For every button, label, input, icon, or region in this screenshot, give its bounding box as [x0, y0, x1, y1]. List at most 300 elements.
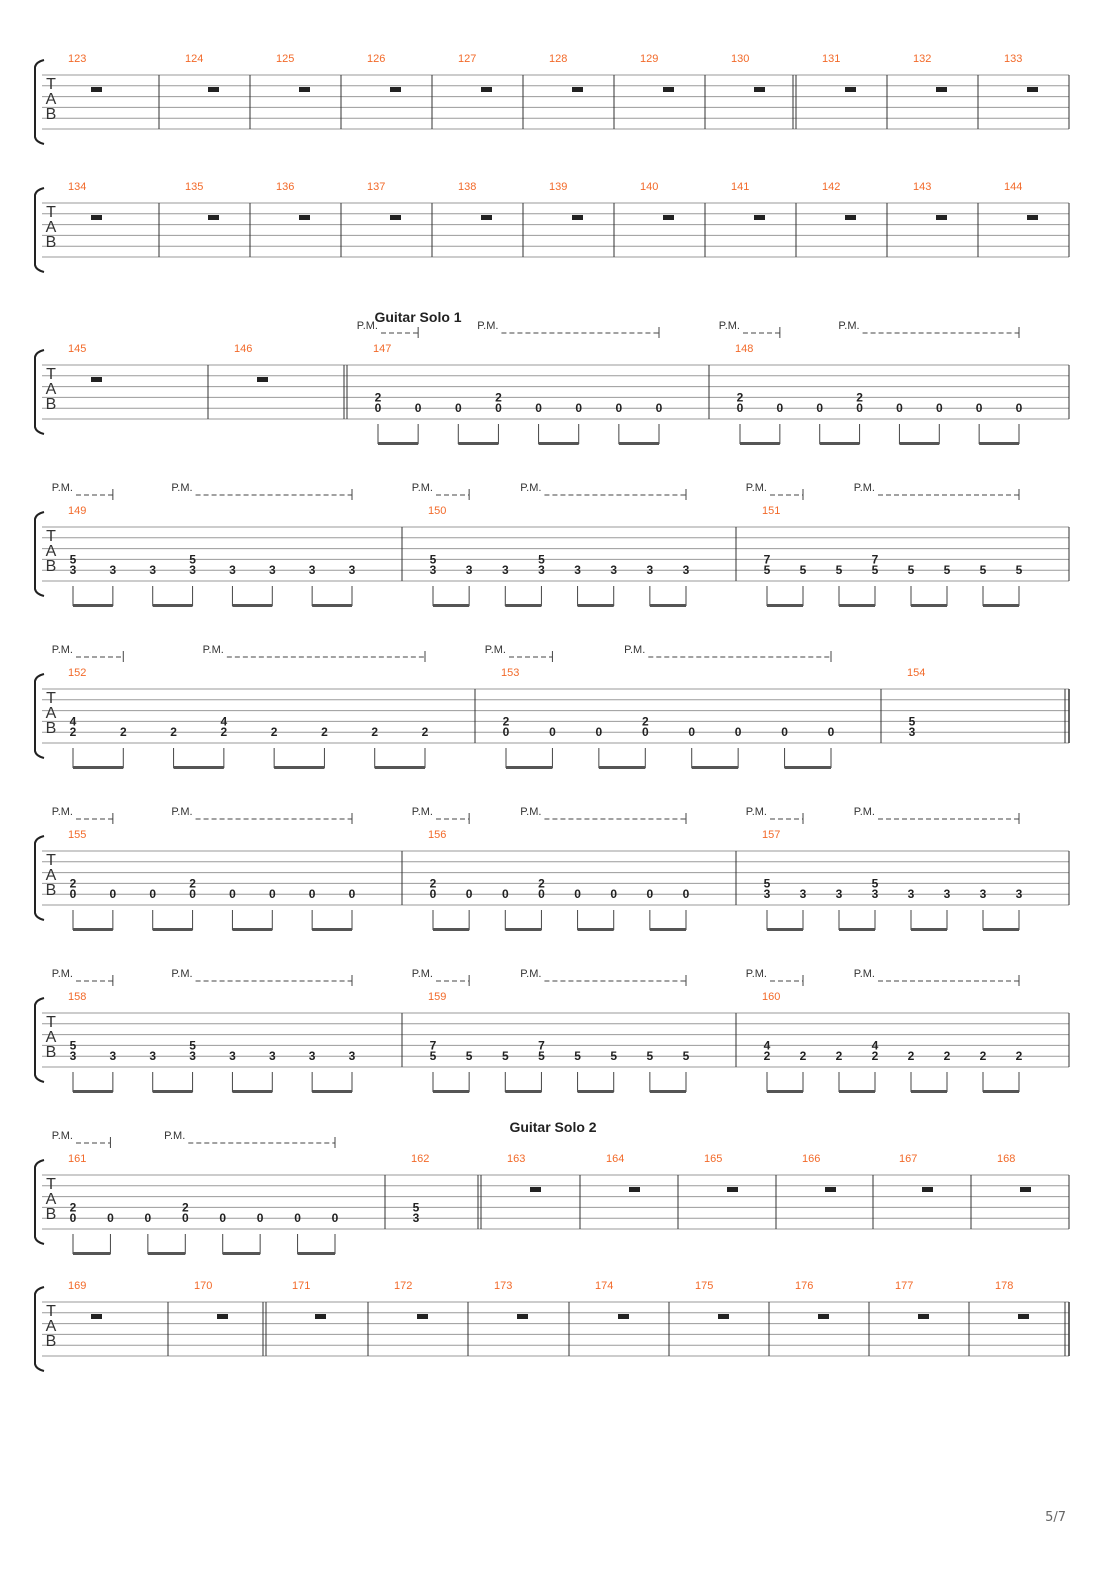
measure-number: 176: [795, 1280, 814, 1292]
beam: [820, 442, 860, 445]
measure-number: 147: [373, 343, 392, 355]
fret-number: 2: [495, 390, 502, 405]
tab-clef-letter: B: [45, 1206, 57, 1223]
fret-number: 5: [871, 563, 879, 578]
fret-number: 0: [308, 887, 316, 902]
fret-number: 7: [763, 552, 771, 567]
fret-number: 3: [149, 563, 157, 578]
beam: [433, 928, 469, 931]
fret-number: 2: [871, 1049, 879, 1064]
whole-rest: [257, 377, 268, 382]
fret-number: 2: [429, 876, 437, 891]
fret-number: 0: [256, 1211, 264, 1226]
measure-number: 155: [68, 829, 87, 841]
tab-clef-letter: B: [45, 396, 57, 413]
fret-number: 2: [321, 725, 328, 740]
fret-number: 2: [371, 725, 379, 740]
fret-number: 0: [268, 887, 276, 902]
whole-rest: [91, 215, 102, 220]
fret-number: 0: [107, 1211, 114, 1226]
staff-bracket: [35, 188, 44, 272]
measure-number: 140: [640, 181, 659, 193]
fret-number: 0: [69, 887, 77, 902]
beam: [73, 766, 123, 769]
palm-mute-label: P.M.: [171, 806, 193, 818]
beam: [505, 928, 541, 931]
beam: [650, 1090, 686, 1093]
beam: [232, 928, 272, 931]
beam: [223, 1252, 260, 1255]
tab-clef-letter: T: [46, 690, 56, 707]
fret-number: 5: [646, 1049, 654, 1064]
whole-rest: [754, 87, 765, 92]
fret-number: 5: [501, 1049, 509, 1064]
beam: [911, 928, 947, 931]
beam: [312, 928, 352, 931]
fret-number: 0: [69, 1211, 77, 1226]
measure-number: 148: [735, 343, 754, 355]
measure-number: 164: [606, 1153, 625, 1165]
fret-number: 3: [646, 563, 654, 578]
fret-number: 0: [454, 401, 462, 416]
measure-number: 143: [913, 181, 932, 193]
measure-number: 134: [68, 181, 87, 193]
fret-number: 2: [835, 1049, 843, 1064]
fret-number: 2: [69, 725, 77, 740]
tab-clef-letter: T: [46, 1014, 56, 1031]
fret-number: 3: [268, 563, 276, 578]
palm-mute-label: P.M.: [853, 806, 875, 818]
beam: [506, 766, 552, 769]
fret-number: 2: [538, 876, 545, 891]
fret-number: 0: [549, 725, 556, 740]
tab-clef-letter: T: [46, 1303, 56, 1320]
fret-number: 0: [781, 725, 788, 740]
tab-clef-letter: B: [45, 720, 57, 737]
measure-number: 163: [507, 1153, 526, 1165]
whole-rest: [918, 1314, 929, 1319]
measure-number: 170: [194, 1280, 213, 1292]
beam: [599, 766, 645, 769]
fret-number: 0: [538, 887, 545, 902]
fret-number: 0: [465, 887, 473, 902]
tab-clef-letter: A: [45, 1191, 57, 1208]
beam: [153, 1090, 193, 1093]
whole-rest: [299, 215, 310, 220]
tab-clef-letter: A: [45, 867, 57, 884]
beam: [979, 442, 1019, 445]
beam: [174, 766, 224, 769]
fret-number: 7: [429, 1038, 437, 1053]
fret-number: 0: [856, 401, 863, 416]
palm-mute-label: P.M.: [411, 806, 433, 818]
measure-number: 173: [494, 1280, 513, 1292]
whole-rest: [390, 215, 401, 220]
section-title: Guitar Solo 2: [509, 1119, 597, 1135]
fret-number: 2: [170, 725, 177, 740]
beam: [312, 604, 352, 607]
tab-clef-letter: A: [45, 1029, 57, 1046]
beam: [232, 604, 272, 607]
whole-rest: [754, 215, 765, 220]
beam: [740, 442, 780, 445]
measure-number: 133: [1004, 53, 1023, 65]
whole-rest: [530, 1187, 541, 1192]
fret-number: 0: [181, 1211, 189, 1226]
whole-rest: [845, 87, 856, 92]
measure-number: 167: [899, 1153, 918, 1165]
fret-number: 5: [574, 1049, 581, 1064]
tab-clef-letter: B: [45, 558, 57, 575]
staff-bracket: [35, 60, 44, 144]
beam: [73, 1090, 113, 1093]
measure-number: 152: [68, 667, 87, 679]
beam: [983, 604, 1019, 607]
fret-number: 3: [763, 887, 771, 902]
tab-clef-letter: T: [46, 852, 56, 869]
fret-number: 3: [229, 1049, 236, 1064]
fret-number: 5: [1015, 563, 1023, 578]
fret-number: 5: [871, 876, 879, 891]
beam: [433, 604, 469, 607]
fret-number: 2: [181, 1200, 189, 1215]
fret-number: 5: [835, 563, 843, 578]
whole-rest: [1027, 215, 1038, 220]
whole-rest: [663, 87, 674, 92]
beam: [839, 1090, 875, 1093]
whole-rest: [481, 87, 492, 92]
measure-number: 177: [895, 1280, 914, 1292]
fret-number: 3: [465, 563, 473, 578]
whole-rest: [922, 1187, 933, 1192]
staff-bracket: [35, 1160, 44, 1244]
fret-number: 5: [799, 563, 807, 578]
tab-clef-letter: A: [45, 381, 57, 398]
fret-number: 3: [69, 1049, 77, 1064]
tab-clef-letter: B: [45, 882, 57, 899]
fret-number: 0: [896, 401, 903, 416]
tab-clef-letter: T: [46, 528, 56, 545]
measure-number: 168: [997, 1153, 1016, 1165]
palm-mute-label: P.M.: [164, 1130, 186, 1142]
tab-clef-letter: A: [45, 543, 57, 560]
fret-number: 3: [1015, 887, 1023, 902]
measure-number: 135: [185, 181, 204, 193]
fret-number: 3: [835, 887, 843, 902]
whole-rest: [91, 1314, 102, 1319]
measure-number: 157: [762, 829, 781, 841]
fret-number: 5: [943, 563, 951, 578]
beam: [274, 766, 324, 769]
tab-clef-letter: T: [46, 1176, 56, 1193]
whole-rest: [315, 1314, 326, 1319]
fret-number: 3: [189, 563, 196, 578]
fret-number: 4: [871, 1038, 879, 1053]
tab-clef-letter: A: [45, 1318, 57, 1335]
fret-number: 3: [943, 887, 951, 902]
measure-number: 137: [367, 181, 386, 193]
fret-number: 2: [374, 390, 382, 405]
whole-rest: [91, 377, 102, 382]
whole-rest: [517, 1314, 528, 1319]
whole-rest: [618, 1314, 629, 1319]
fret-number: 5: [412, 1200, 420, 1215]
beam: [839, 928, 875, 931]
fret-number: 0: [615, 401, 623, 416]
whole-rest: [481, 215, 492, 220]
fret-number: 0: [348, 887, 356, 902]
fret-number: 3: [799, 887, 807, 902]
measure-number: 142: [822, 181, 841, 193]
fret-number: 0: [574, 887, 581, 902]
fret-number: 5: [465, 1049, 473, 1064]
beam: [578, 604, 614, 607]
beam: [458, 442, 498, 445]
palm-mute-label: P.M.: [838, 320, 860, 332]
measure-number: 127: [458, 53, 477, 65]
palm-mute-label: P.M.: [411, 482, 433, 494]
fret-number: 5: [763, 876, 771, 891]
beam: [378, 442, 418, 445]
whole-rest: [217, 1314, 228, 1319]
palm-mute-label: P.M.: [411, 968, 433, 980]
fret-number: 0: [501, 887, 509, 902]
beam: [73, 604, 113, 607]
fret-number: 7: [871, 552, 879, 567]
beam: [619, 442, 659, 445]
beam: [650, 928, 686, 931]
palm-mute-label: P.M.: [520, 806, 542, 818]
tab-clef-letter: A: [45, 219, 57, 236]
measure-number: 125: [276, 53, 295, 65]
fret-number: 2: [189, 876, 196, 891]
fret-number: 0: [502, 725, 510, 740]
measure-number: 166: [802, 1153, 821, 1165]
measure-number: 171: [292, 1280, 311, 1292]
tab-clef-letter: A: [45, 705, 57, 722]
fret-number: 0: [641, 725, 649, 740]
tab-clef-letter: T: [46, 204, 56, 221]
fret-number: 2: [736, 390, 744, 405]
fret-number: 5: [189, 1038, 196, 1053]
fret-number: 3: [501, 563, 509, 578]
fret-number: 2: [641, 714, 649, 729]
fret-number: 3: [412, 1211, 420, 1226]
staff-bracket: [35, 836, 44, 920]
measure-number: 129: [640, 53, 659, 65]
fret-number: 0: [776, 401, 784, 416]
whole-rest: [299, 87, 310, 92]
palm-mute-label: P.M.: [484, 644, 506, 656]
fret-number: 0: [827, 725, 835, 740]
fret-number: 2: [979, 1049, 987, 1064]
whole-rest: [1020, 1187, 1031, 1192]
whole-rest: [390, 87, 401, 92]
measure-number: 151: [762, 505, 781, 517]
tab-clef-letter: A: [45, 91, 57, 108]
beam: [375, 766, 425, 769]
beam: [578, 1090, 614, 1093]
fret-number: 5: [682, 1049, 690, 1064]
fret-number: 0: [109, 887, 117, 902]
measure-number: 154: [907, 667, 926, 679]
staff-bracket: [35, 674, 44, 758]
fret-number: 0: [294, 1211, 301, 1226]
measure-number: 141: [731, 181, 750, 193]
beam: [785, 766, 831, 769]
fret-number: 2: [421, 725, 429, 740]
measure-number: 150: [428, 505, 447, 517]
fret-number: 5: [69, 552, 77, 567]
fret-number: 5: [979, 563, 987, 578]
measure-number: 159: [428, 991, 447, 1003]
measure-number: 131: [822, 53, 841, 65]
palm-mute-label: P.M.: [520, 968, 542, 980]
measure-number: 128: [549, 53, 568, 65]
fret-number: 0: [1015, 401, 1023, 416]
whole-rest: [936, 215, 947, 220]
fret-number: 3: [69, 563, 77, 578]
fret-number: 2: [270, 725, 278, 740]
fret-number: 0: [595, 725, 603, 740]
whole-rest: [208, 215, 219, 220]
palm-mute-label: P.M.: [520, 482, 542, 494]
fret-number: 0: [655, 401, 663, 416]
measure-number: 161: [68, 1153, 87, 1165]
fret-number: 3: [229, 563, 236, 578]
palm-mute-label: P.M.: [51, 968, 73, 980]
palm-mute-label: P.M.: [51, 1130, 73, 1142]
fret-number: 4: [220, 714, 228, 729]
measure-number: 178: [995, 1280, 1014, 1292]
tab-clef-letter: B: [45, 234, 57, 251]
beam: [911, 604, 947, 607]
fret-number: 5: [907, 563, 915, 578]
fret-number: 3: [538, 563, 545, 578]
fret-number: 2: [119, 725, 127, 740]
beam: [153, 604, 193, 607]
palm-mute-label: P.M.: [171, 482, 193, 494]
fret-number: 3: [908, 725, 916, 740]
fret-number: 0: [219, 1211, 227, 1226]
measure-number: 169: [68, 1280, 87, 1292]
staff-bracket: [35, 998, 44, 1082]
fret-number: 0: [688, 725, 696, 740]
beam: [505, 604, 541, 607]
beam: [650, 604, 686, 607]
palm-mute-label: P.M.: [51, 806, 73, 818]
measure-number: 156: [428, 829, 447, 841]
beam: [73, 928, 113, 931]
fret-number: 3: [429, 563, 437, 578]
beam: [298, 1252, 335, 1255]
fret-number: 2: [763, 1049, 771, 1064]
fret-number: 0: [646, 887, 654, 902]
fret-number: 0: [189, 887, 196, 902]
whole-rest: [572, 87, 583, 92]
fret-number: 0: [535, 401, 542, 416]
beam: [433, 1090, 469, 1093]
fret-number: 0: [331, 1211, 339, 1226]
fret-number: 3: [907, 887, 915, 902]
measure-number: 124: [185, 53, 204, 65]
whole-rest: [572, 215, 583, 220]
palm-mute-label: P.M.: [745, 968, 767, 980]
beam: [899, 442, 939, 445]
fret-number: 0: [610, 887, 618, 902]
fret-number: 2: [943, 1049, 951, 1064]
measure-number: 145: [68, 343, 87, 355]
beam: [312, 1090, 352, 1093]
beam: [983, 928, 1019, 931]
measure-number: 139: [549, 181, 568, 193]
fret-number: 3: [308, 563, 316, 578]
fret-number: 0: [935, 401, 943, 416]
measure-number: 136: [276, 181, 295, 193]
fret-number: 2: [856, 390, 863, 405]
measure-number: 130: [731, 53, 750, 65]
beam: [505, 1090, 541, 1093]
fret-number: 3: [348, 1049, 356, 1064]
measure-number: 175: [695, 1280, 714, 1292]
beam: [578, 928, 614, 931]
whole-rest: [718, 1314, 729, 1319]
palm-mute-label: P.M.: [202, 644, 224, 656]
measure-number: 149: [68, 505, 87, 517]
fret-number: 5: [610, 1049, 618, 1064]
fret-number: 3: [308, 1049, 316, 1064]
fret-number: 3: [149, 1049, 157, 1064]
palm-mute-label: P.M.: [745, 806, 767, 818]
fret-number: 0: [975, 401, 983, 416]
tab-clef-letter: B: [45, 1044, 57, 1061]
beam: [232, 1090, 272, 1093]
fret-number: 5: [69, 1038, 77, 1053]
fret-number: 3: [574, 563, 581, 578]
measure-number: 153: [501, 667, 520, 679]
palm-mute-label: P.M.: [853, 482, 875, 494]
fret-number: 0: [144, 1211, 152, 1226]
fret-number: 0: [374, 401, 382, 416]
measure-number: 138: [458, 181, 477, 193]
fret-number: 4: [763, 1038, 771, 1053]
fret-number: 5: [538, 1049, 545, 1064]
measure-number: 144: [1004, 181, 1023, 193]
fret-number: 7: [538, 1038, 545, 1053]
beam: [767, 928, 803, 931]
palm-mute-label: P.M.: [171, 968, 193, 980]
tab-clef-letter: T: [46, 76, 56, 93]
whole-rest: [1027, 87, 1038, 92]
fret-number: 3: [610, 563, 618, 578]
measure-number: 158: [68, 991, 87, 1003]
fret-number: 0: [734, 725, 742, 740]
tab-clef-letter: B: [45, 106, 57, 123]
fret-number: 3: [268, 1049, 276, 1064]
beam: [148, 1252, 185, 1255]
whole-rest: [1018, 1314, 1029, 1319]
measure-number: 165: [704, 1153, 723, 1165]
beam: [767, 604, 803, 607]
measure-number: 132: [913, 53, 932, 65]
fret-number: 5: [763, 563, 771, 578]
fret-number: 0: [229, 887, 236, 902]
fret-number: 0: [414, 401, 422, 416]
fret-number: 2: [502, 714, 510, 729]
beam: [73, 1252, 110, 1255]
fret-number: 0: [429, 887, 437, 902]
tab-clef-letter: B: [45, 1333, 57, 1350]
